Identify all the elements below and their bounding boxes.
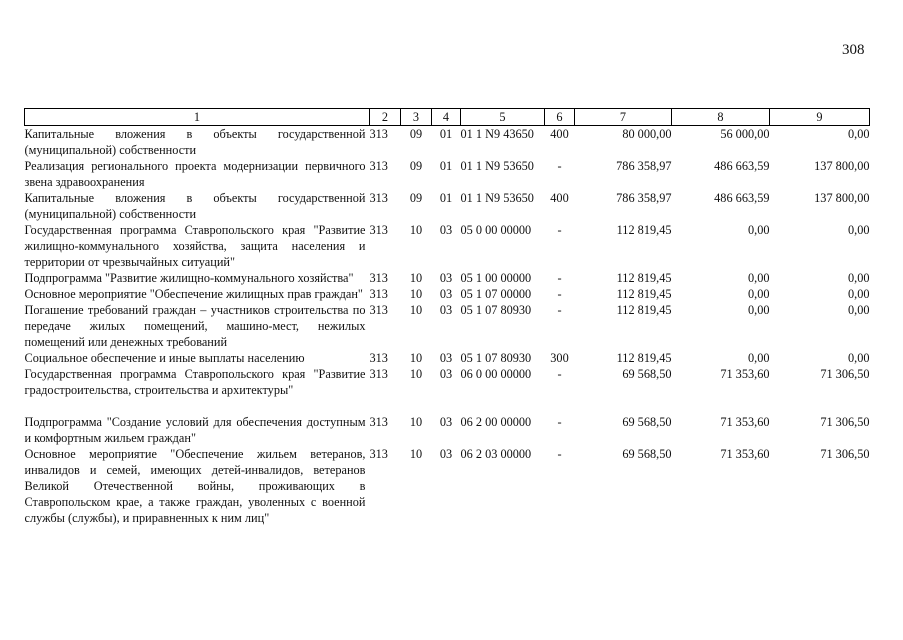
budget-table: [24, 108, 870, 526]
column-header-8: 8: [672, 109, 770, 126]
cell-amount-year-2: 71 353,60: [720, 415, 770, 429]
cell-amount-year-1: 112 819,45: [616, 223, 672, 237]
cell-amount-year-2: 486 663,59: [714, 191, 770, 205]
cell-amount-year-2: 71 353,60: [720, 447, 770, 461]
cell-amount-year-1: 112 819,45: [616, 287, 672, 301]
cell-amount-year-3: 0,00: [847, 127, 870, 141]
cell-subsection: 03: [439, 447, 453, 461]
cell-amount-year-1: 69 568,50: [622, 447, 672, 461]
cell-ministry-code: 313: [369, 159, 388, 173]
column-header-6: 6: [545, 109, 575, 126]
table-row: [25, 286, 870, 302]
cell-amount-year-1: 69 568,50: [622, 415, 672, 429]
cell-section: 10: [409, 351, 423, 365]
column-header-7: 7: [575, 109, 672, 126]
cell-amount-year-3: 137 800,00: [814, 191, 870, 205]
cell-subsection: 01: [439, 191, 453, 205]
cell-expense-type: -: [557, 287, 562, 301]
cell-amount-year-1: 786 358,97: [616, 191, 672, 205]
cell-ministry-code: 313: [369, 191, 388, 205]
cell-amount-year-2: 56 000,00: [720, 127, 770, 141]
row-name: Основное мероприятие "Обеспечение жилищных прав граждан": [24, 287, 363, 301]
table-row: [25, 190, 870, 222]
cell-amount-year-3: 0,00: [847, 351, 870, 365]
cell-subsection: 03: [439, 415, 453, 429]
cell-section: 10: [409, 303, 423, 317]
cell-section: 10: [409, 415, 423, 429]
row-name: Основное мероприятие "Обеспечение жильем ветеранов, инвалидов и семей, имеющих детей-инвалидов, ветеранов Великой Отечественной войны, проживающих в Ставропольском крае, а также граждан, уволенных с военной службы (службы), и приравненных к ним лиц": [24, 447, 366, 525]
column-header-3: 3: [401, 109, 432, 126]
row-name: Реализация регионального проекта модернизации первичного звена здравоохранения: [24, 159, 366, 189]
cell-target-article: 05 1 07 80930: [460, 303, 532, 317]
cell-ministry-code: 313: [369, 127, 388, 141]
cell-target-article: 01 1 N9 43650: [460, 127, 534, 141]
cell-expense-type: 400: [550, 127, 569, 141]
row-name: Капитальные вложения в объекты государственной (муниципальной) собственности: [24, 127, 366, 157]
cell-amount-year-3: 137 800,00: [814, 159, 870, 173]
cell-amount-year-2: 0,00: [747, 287, 770, 301]
cell-expense-type: -: [557, 223, 562, 237]
column-header-2: 2: [370, 109, 401, 126]
cell-target-article: 05 1 07 80930: [460, 351, 532, 365]
cell-subsection: 01: [439, 127, 453, 141]
cell-section: 09: [409, 127, 423, 141]
table-row: [25, 398, 870, 446]
cell-section: 10: [409, 223, 423, 237]
cell-expense-type: 400: [550, 191, 569, 205]
cell-target-article: 05 1 00 00000: [460, 271, 532, 285]
cell-section: 09: [409, 159, 423, 173]
column-header-4: 4: [432, 109, 461, 126]
cell-target-article: 06 2 00 00000: [460, 415, 532, 429]
table-row: [25, 366, 870, 398]
cell-expense-type: -: [557, 303, 562, 317]
cell-amount-year-2: 0,00: [747, 351, 770, 365]
cell-amount-year-2: 0,00: [747, 271, 770, 285]
table-row: [25, 222, 870, 270]
cell-subsection: 03: [439, 223, 453, 237]
table-row: [25, 126, 870, 159]
cell-section: 09: [409, 191, 423, 205]
cell-expense-type: 300: [550, 351, 569, 365]
cell-subsection: 03: [439, 303, 453, 317]
cell-amount-year-3: 0,00: [847, 271, 870, 285]
cell-amount-year-3: 71 306,50: [820, 415, 870, 429]
cell-amount-year-3: 0,00: [847, 287, 870, 301]
row-name: Социальное обеспечение и иные выплаты населению: [24, 351, 305, 365]
cell-expense-type: -: [557, 159, 562, 173]
table-row: [25, 158, 870, 190]
cell-section: 10: [409, 447, 423, 461]
cell-amount-year-2: 71 353,60: [720, 367, 770, 381]
cell-amount-year-1: 112 819,45: [616, 351, 672, 365]
cell-subsection: 03: [439, 367, 453, 381]
cell-amount-year-1: 112 819,45: [616, 303, 672, 317]
column-header-5: 5: [461, 109, 545, 126]
cell-ministry-code: 313: [369, 223, 388, 237]
cell-target-article: 06 0 00 00000: [460, 367, 532, 381]
cell-ministry-code: 313: [369, 287, 388, 301]
cell-target-article: 01 1 N9 53650: [460, 191, 534, 205]
cell-amount-year-2: 0,00: [747, 223, 770, 237]
cell-ministry-code: 313: [369, 303, 388, 317]
table-row: [25, 446, 870, 526]
page-number: 308: [842, 42, 865, 58]
cell-amount-year-1: 786 358,97: [616, 159, 672, 173]
cell-target-article: 01 1 N9 53650: [460, 159, 534, 173]
table-row: [25, 270, 870, 286]
table-row: [25, 302, 870, 350]
cell-ministry-code: 313: [369, 447, 388, 461]
cell-expense-type: -: [557, 271, 562, 285]
row-name: Подпрограмма "Создание условий для обеспечения доступным и комфортным жильем граждан": [24, 415, 366, 445]
cell-section: 10: [409, 367, 423, 381]
cell-ministry-code: 313: [369, 351, 388, 365]
cell-ministry-code: 313: [369, 367, 388, 381]
cell-amount-year-1: 69 568,50: [622, 367, 672, 381]
cell-amount-year-1: 80 000,00: [622, 127, 672, 141]
row-name: Погашение требований граждан – участников строительства по передаче жилых помещений, машино-мест, нежилых помещений или денежных требований: [24, 303, 366, 349]
row-name: Капитальные вложения в объекты государственной (муниципальной) собственности: [24, 191, 366, 221]
cell-target-article: 06 2 03 00000: [460, 447, 532, 461]
row-name: Государственная программа Ставропольского края "Развитие жилищно-коммунального хозяйства, защита населения и территории от чрезвычайных ситуаций": [24, 223, 366, 269]
cell-amount-year-3: 0,00: [847, 223, 870, 237]
cell-amount-year-1: 112 819,45: [616, 271, 672, 285]
cell-target-article: 05 0 00 00000: [460, 223, 532, 237]
cell-expense-type: -: [557, 367, 562, 381]
cell-target-article: 05 1 07 00000: [460, 287, 532, 301]
column-header-1: 1: [25, 109, 370, 126]
cell-ministry-code: 313: [369, 415, 388, 429]
cell-section: 10: [409, 287, 423, 301]
cell-amount-year-2: 486 663,59: [714, 159, 770, 173]
cell-section: 10: [409, 271, 423, 285]
cell-amount-year-3: 71 306,50: [820, 367, 870, 381]
cell-expense-type: -: [557, 415, 562, 429]
cell-amount-year-3: 71 306,50: [820, 447, 870, 461]
cell-expense-type: -: [557, 447, 562, 461]
cell-amount-year-3: 0,00: [847, 303, 870, 317]
cell-subsection: 01: [439, 159, 453, 173]
cell-ministry-code: 313: [369, 271, 388, 285]
row-name: Подпрограмма "Развитие жилищно-коммунального хозяйства": [24, 271, 354, 285]
table-row: [25, 350, 870, 366]
cell-amount-year-2: 0,00: [747, 303, 770, 317]
cell-subsection: 03: [439, 351, 453, 365]
header-row: [25, 109, 870, 126]
row-name: Государственная программа Ставропольского края "Развитие градостроительства, строительства и архитектуры": [24, 367, 366, 397]
cell-subsection: 03: [439, 271, 453, 285]
column-header-9: 9: [770, 109, 870, 126]
cell-subsection: 03: [439, 287, 453, 301]
